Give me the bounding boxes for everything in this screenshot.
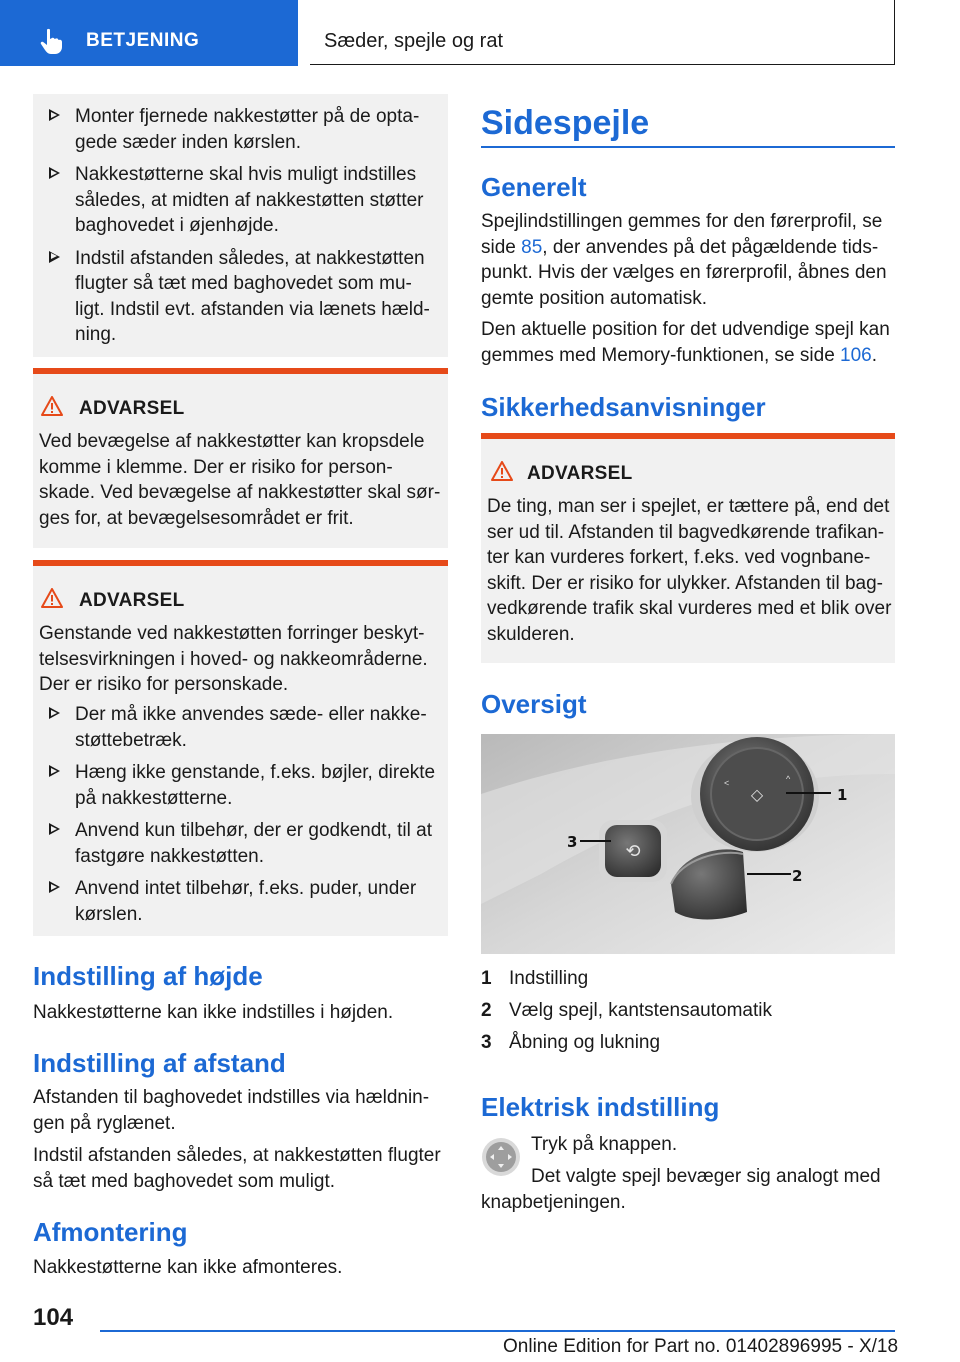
warning-bar <box>33 560 448 566</box>
svg-text:⟲: ⟲ <box>625 841 641 861</box>
removal-heading: Afmontering <box>33 1217 188 1247</box>
chapter-title: Sæder, spejle og rat <box>324 30 503 52</box>
electric-heading: Elektrisk indstilling <box>481 1092 720 1122</box>
legend-item: 1 Indstilling <box>481 968 589 989</box>
warning-bar <box>481 433 895 439</box>
general-heading: Generelt <box>481 172 587 202</box>
triangle-bullet-icon <box>49 823 60 835</box>
triangle-bullet-icon <box>49 167 60 179</box>
footer-edition: Online Edition for Part no. 01402896995 - X/18 <box>503 1336 899 1357</box>
title-rule <box>481 146 895 148</box>
callout-1: 1 <box>837 786 848 804</box>
list-item: Hæng ikke genstande, f.eks. bøjler, direkte på nakkestøtterne. <box>33 760 448 811</box>
list-item: Anvend intet tilbehør, f.eks. puder, under kørslen. <box>33 876 448 927</box>
legend-item: 3 Åbning og lukning <box>481 1032 661 1053</box>
headrest-tips-list <box>33 104 448 355</box>
mirror-control-photo <box>481 734 895 954</box>
general-text-1: Spejlindstillingen gemmes for den førerprofil, se side 85, der anvendes på det pågældende tids- punkt. Hvis der vælges en førerprofil, åbnes den gemte position automatisk. <box>481 211 887 309</box>
list-item: Indstil afstanden således, at nakkestøtten flugter så tæt med baghovedet som mu- ligt. Indstil evt. afstanden via lænets hæld- ning. <box>33 246 448 348</box>
warning-box-1 <box>33 368 448 548</box>
height-text: Nakkestøtterne kan ikke indstilles i højden. <box>33 1002 394 1023</box>
list-item: Anvend kun tilbehør, der er godkendt, til at fastgøre nakkestøtten. <box>33 818 448 869</box>
triangle-bullet-icon <box>49 881 60 893</box>
list-item: Der må ikke anvendes sæde- eller nakke- støttebetræk. <box>33 702 448 753</box>
electric-text-1: Tryk på knappen. <box>531 1134 678 1155</box>
section-label: BETJENING <box>86 30 200 51</box>
warning-label: ADVARSEL <box>527 463 633 484</box>
triangle-bullet-icon <box>49 707 60 719</box>
overview-heading: Oversigt <box>481 689 587 719</box>
header-title-box <box>310 0 895 65</box>
page-header <box>0 0 960 66</box>
warning-text: Genstande ved nakkestøtten forringer beskyt- telsesvirkningen i hoved- og nakkeområderne. Der er risiko for personskade. <box>39 623 428 695</box>
distance-text-2: Indstil afstanden således, at nakkestøtten flugter så tæt med baghovedet som muligt. <box>33 1145 441 1192</box>
distance-heading: Indstilling af afstand <box>33 1048 286 1078</box>
warning-text: De ting, man ser i spejlet, er tættere på, end det ser ud til. Afstanden til bagvedkørende trafikan- ter kan vurderes forkert, f.eks. ved vognbane- skift. Der er risiko for ulykker. Afstanden til bag- vedkørende trafik skal vurderes med et blik over skulderen. <box>487 496 892 645</box>
svg-text:<: < <box>724 778 730 788</box>
page-title: Sidespejle <box>481 104 650 142</box>
headrest-tips-box <box>33 94 448 357</box>
safety-heading: Sikkerhedsanvisninger <box>481 392 766 422</box>
warning-bar <box>33 368 448 374</box>
triangle-bullet-icon <box>49 109 60 121</box>
section-tab <box>0 0 298 66</box>
page-link-85[interactable]: 85 <box>521 236 543 258</box>
electric-text-2: Det valgte spejl bevæger sig analogt med knapbetjeningen. <box>481 1166 881 1213</box>
height-heading: Indstilling af højde <box>33 961 263 991</box>
page-link-106[interactable]: 106 <box>840 344 872 366</box>
warning-label: ADVARSEL <box>79 590 185 611</box>
hand-pointer-icon <box>38 27 66 55</box>
warning-label: ADVARSEL <box>79 398 185 419</box>
triangle-bullet-icon <box>49 765 60 777</box>
overview-legend <box>481 963 895 1059</box>
list-item: Nakkestøtterne skal hvis muligt indstilles således, at midten af nakkestøtten støtter baghovedet i øjenhøjde. <box>33 162 448 239</box>
svg-text:◇: ◇ <box>750 785 764 804</box>
callout-3: 3 <box>567 833 578 851</box>
page-number: 104 <box>33 1304 74 1331</box>
safety-warning-box <box>481 433 895 663</box>
warning-list <box>33 702 448 934</box>
removal-text: Nakkestøtterne kan ikke afmonteres. <box>33 1257 343 1278</box>
warning-box-2 <box>33 560 448 936</box>
distance-text-1: Afstanden til baghovedet indstilles via hældnin- gen på ryglænet. <box>33 1087 430 1134</box>
list-item: Monter fjernede nakkestøtter på de opta- gede sæder inden kørslen. <box>33 104 448 155</box>
general-text-2: Den aktuelle position for det udvendige spejl kan gemmes med Memory-funktionen, se side 106. <box>481 319 890 366</box>
legend-item: 2 Vælg spejl, kantstensautomatik <box>481 1000 772 1021</box>
callout-2: 2 <box>792 867 803 885</box>
warning-text: Ved bevægelse af nakkestøtter kan kropsdele komme i klemme. Der er risiko for person- skade. Ved bevægelse af nakkestøtter skal sør- ges for, at bevægelsesområdet er frit. <box>39 431 441 529</box>
footer-rule <box>100 1330 895 1332</box>
triangle-bullet-icon <box>49 251 60 263</box>
svg-text:^: ^ <box>786 774 791 784</box>
